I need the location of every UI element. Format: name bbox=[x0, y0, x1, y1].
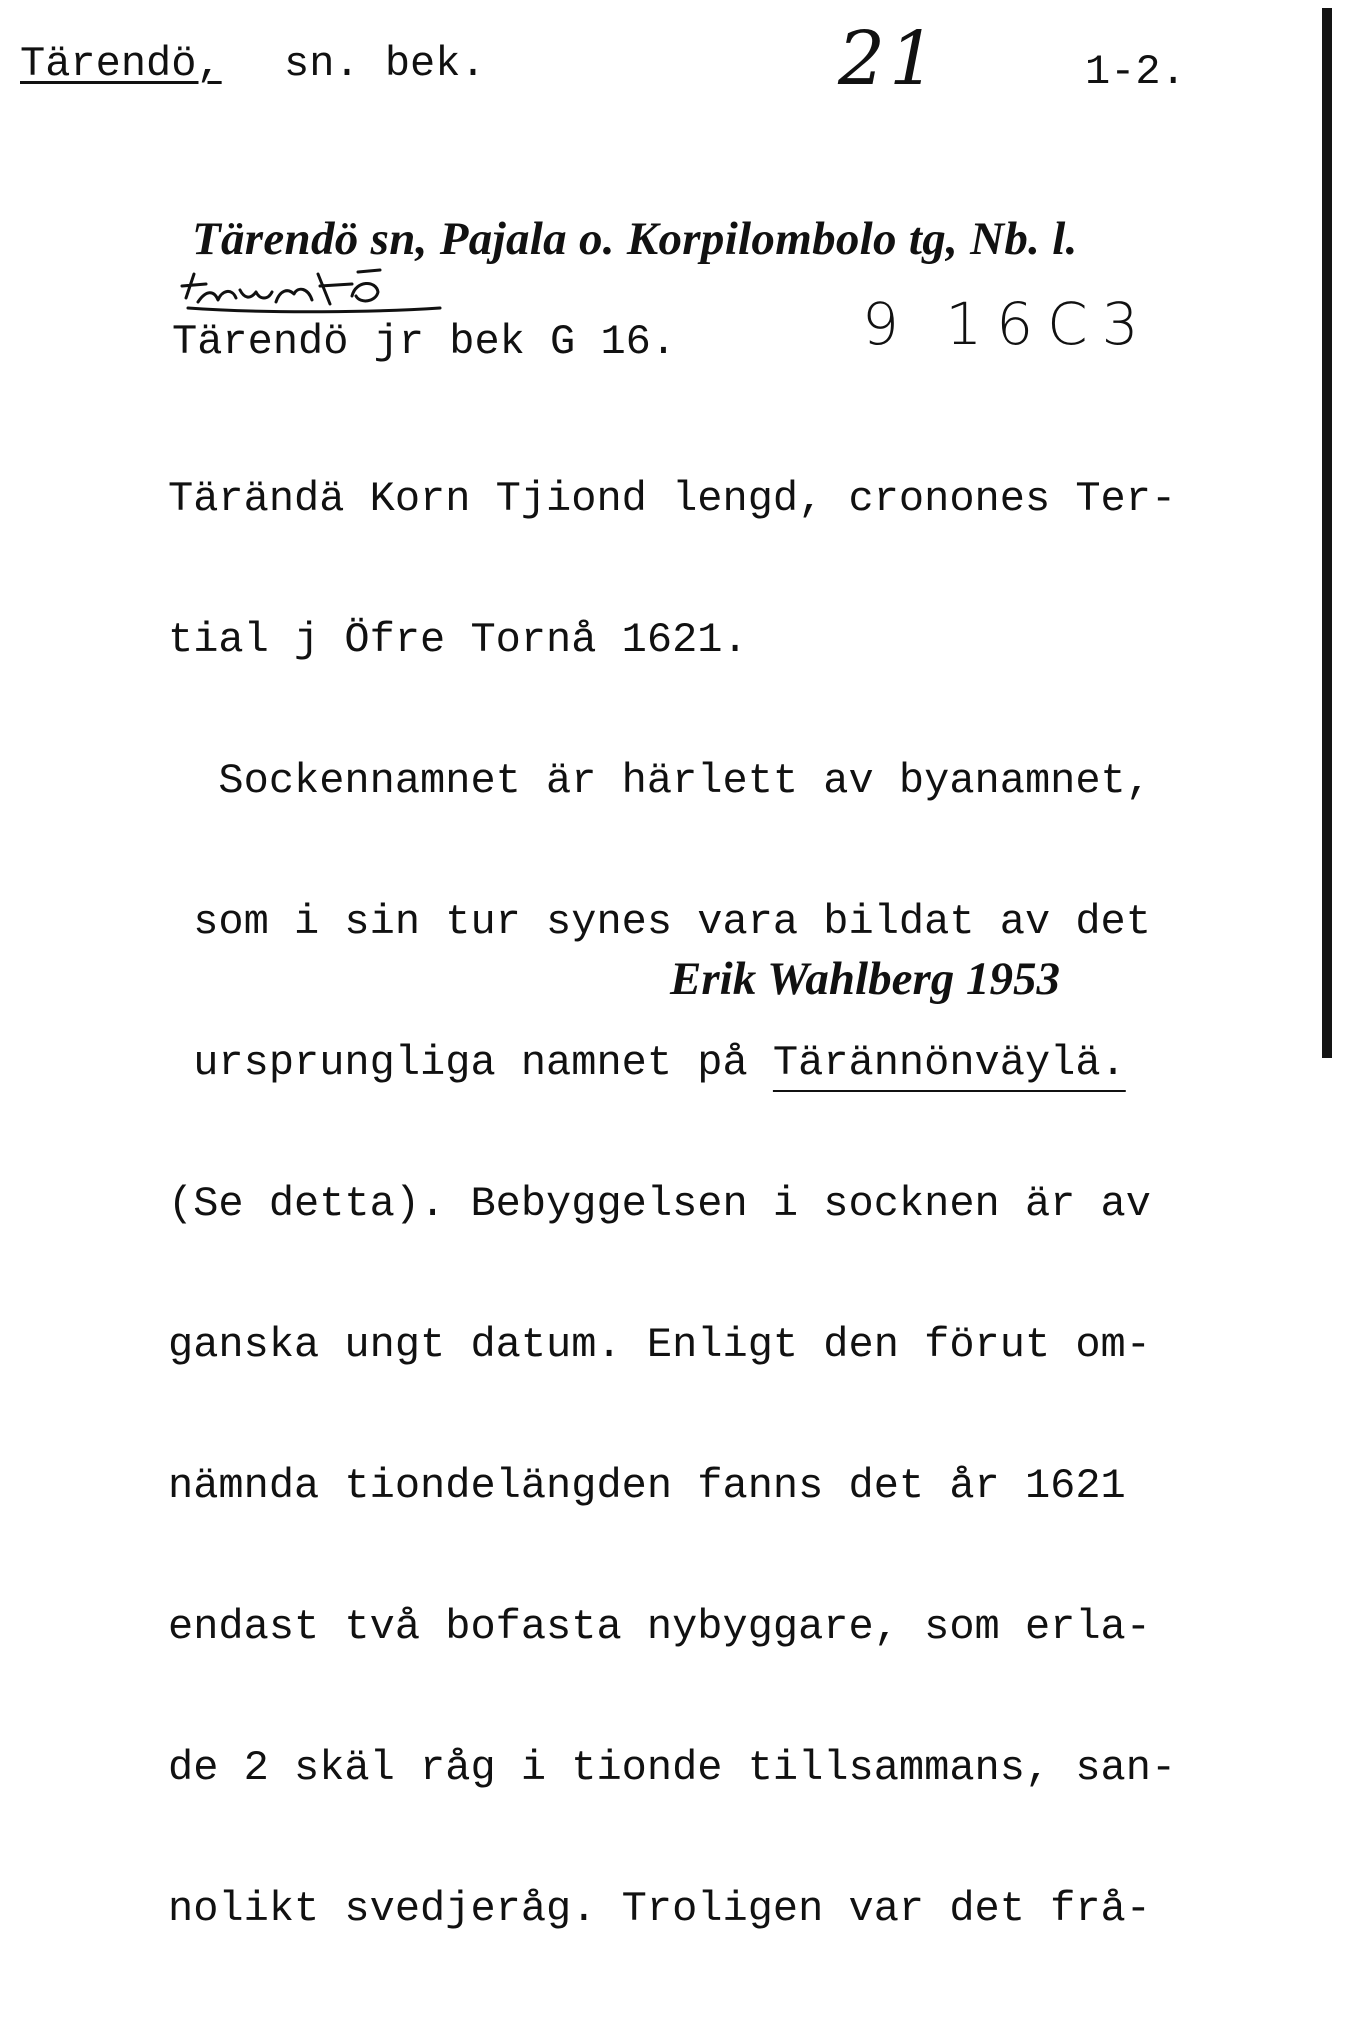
handwritten-card-number: 21 bbox=[838, 16, 941, 102]
body-line: nämnda tiondelängden fanns det år 1621 bbox=[168, 1462, 1126, 1510]
handwritten-code: 9 16C3 bbox=[862, 290, 1153, 358]
body-line: endast två bofasta nybyggare, som erla- bbox=[168, 1603, 1151, 1651]
body-line: som i sin tur synes vara bildat av det bbox=[168, 898, 1151, 946]
author-signature: Erik Wahlberg 1953 bbox=[670, 953, 1060, 1005]
body-line: nolikt svedjeråg. Troligen var det frå- bbox=[168, 1885, 1151, 1933]
body-line-prefix: ursprungliga namnet på bbox=[168, 1039, 773, 1087]
handwritten-form-scribble bbox=[180, 268, 470, 318]
card-page-indicator: 1-2. bbox=[1085, 48, 1186, 96]
body-line: Sockennamnet är härlett av byanamnet, bbox=[168, 757, 1151, 805]
body-line: tial j Öfre Tornå 1621. bbox=[168, 616, 748, 664]
header-term: Tärendö, bbox=[20, 40, 222, 88]
body-line: Tärändä Korn Tjiond lengd, cronones Ter- bbox=[168, 475, 1177, 523]
body-line bbox=[168, 1040, 1176, 1087]
body-line: (Se detta). Bebyggelsen i socknen är av bbox=[168, 1180, 1151, 1228]
source-reference: Tärendö jr bek G 16. bbox=[172, 318, 677, 366]
printed-title: Tärendö sn, Pajala o. Korpilombolo tg, Nb. l. bbox=[192, 213, 1078, 265]
card-edge-shadow bbox=[1322, 8, 1332, 1058]
underlined-place-name: Tärännönväylä. bbox=[772, 1039, 1126, 1087]
body-line: ganska ungt datum. Enligt den förut om- bbox=[168, 1321, 1151, 1369]
card-body-text bbox=[168, 382, 1176, 2027]
header-abbreviation: sn. bek. bbox=[284, 40, 486, 88]
body-line: de 2 skäl råg i tionde tillsammans, san- bbox=[168, 1744, 1177, 1792]
